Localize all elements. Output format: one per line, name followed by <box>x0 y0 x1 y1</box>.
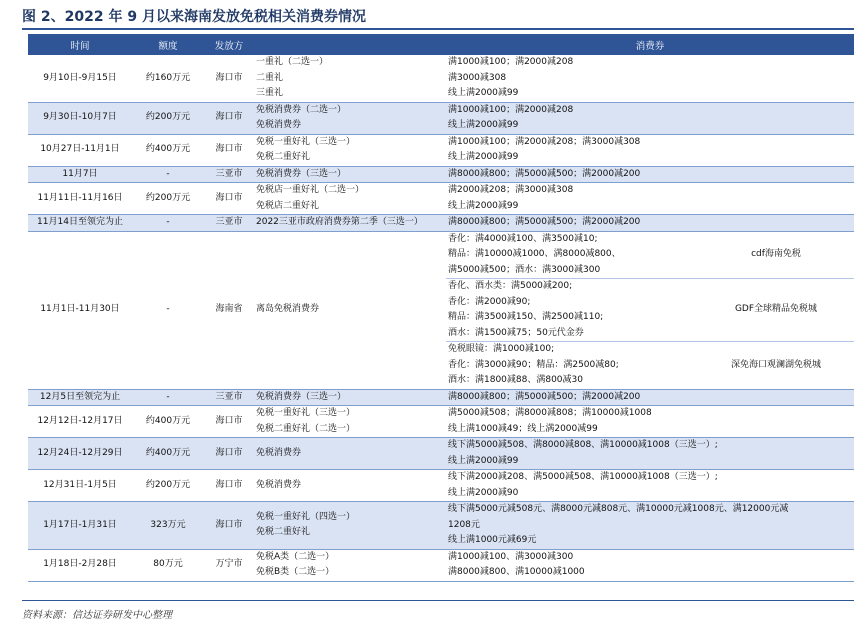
cell-time: 12月24日-12月29日 <box>28 438 132 470</box>
cell-type-line: 免税消费券 <box>256 120 302 130</box>
cell-amount: 80万元 <box>132 549 204 581</box>
cell-amount: 约200万元 <box>132 102 204 134</box>
cell-type-line: 免税A类（二选一） <box>256 551 335 562</box>
cell-coupon <box>446 55 854 102</box>
cell-time: 1月18日-2月28日 <box>28 549 132 581</box>
table-row <box>28 438 854 470</box>
cell-coupon <box>446 438 854 470</box>
cell-amount: 约400万元 <box>132 406 204 438</box>
cell-time: 11月11日-11月16日 <box>28 183 132 215</box>
cell-type <box>254 183 446 215</box>
cell-coupon-segments <box>446 231 854 389</box>
cell-time: 11月14日至领完为止 <box>28 215 132 232</box>
cell-coupon-line: 满8000减800、满10000减1000 <box>448 567 585 577</box>
cell-type <box>254 134 446 166</box>
cell-amount: - <box>132 166 204 183</box>
cell-issuer: 海口市 <box>204 438 254 470</box>
cell-coupon <box>446 166 854 183</box>
store-segment <box>446 232 854 280</box>
table-row <box>28 183 854 215</box>
coupon-line: 香化、酒水类：满5000减200; <box>448 281 573 291</box>
cell-type <box>254 389 446 406</box>
cell-amount: - <box>132 231 204 389</box>
cell-coupon <box>446 470 854 502</box>
cell-coupon-line: 满5000减508；满8000减808；满10000减1008 <box>448 408 652 418</box>
cell-coupon-line: 线上满2000减99 <box>448 455 519 466</box>
cell-issuer: 海口市 <box>204 102 254 134</box>
cell-type-line: 免税消费券（三选一） <box>256 168 347 179</box>
header-coupon: 消费券 <box>446 34 854 55</box>
header-issuer: 发放方 <box>204 34 254 55</box>
cell-type-line: 免税消费券 <box>256 447 302 458</box>
cell-issuer: 三亚市 <box>204 166 254 183</box>
cell-type-line: 免税消费券 <box>256 479 302 490</box>
cell-amount: 约160万元 <box>132 55 204 102</box>
header-blank <box>254 34 446 55</box>
cell-coupon <box>446 183 854 215</box>
cell-type-line: 免税二重好礼 <box>256 152 311 162</box>
cell-coupon-line: 满1000减100；满2000减208 <box>448 57 574 67</box>
coupon-line: 香化：满2000减90; <box>448 296 531 307</box>
table-row <box>28 389 854 406</box>
coupon-line: 酒水：满1500减75；50元代金券 <box>448 327 584 338</box>
cell-coupon-line: 满1000减100、满3000减300 <box>448 551 574 562</box>
cell-type-line: 免税消费券（二选一） <box>256 104 347 115</box>
cell-type: 离岛免税消费券 <box>254 231 446 389</box>
cell-type <box>254 438 446 470</box>
cell-time: 9月10日-9月15日 <box>28 55 132 102</box>
table-row <box>28 215 854 232</box>
cell-time: 11月7日 <box>28 166 132 183</box>
cell-type-line: 免税消费券（三选一） <box>256 391 347 402</box>
cell-amount: 约400万元 <box>132 438 204 470</box>
cell-coupon-line: 线下满5000元减508元、满8000元减808元、满10000元减1008元、满12000元减 <box>448 504 789 514</box>
cell-coupon-line: 线上满2000减99 <box>448 200 519 211</box>
cell-type <box>254 470 446 502</box>
cell-type-line: 一重礼（二选一） <box>256 57 329 67</box>
coupon-line: 精品：满3500减150、满2500减110; <box>448 312 604 322</box>
cell-coupon-line: 线下满5000减508、满8000减808、满10000减1008（三选一）; <box>448 440 718 450</box>
cell-type <box>254 166 446 183</box>
coupon-line: 免税眼镜：满1000减100; <box>448 344 555 354</box>
cell-time: 12月12日-12月17日 <box>28 406 132 438</box>
cell-coupon <box>446 389 854 406</box>
cell-type <box>254 549 446 581</box>
cell-coupon-line: 线上满1000减49；线上满2000减99 <box>448 423 598 434</box>
store-segment <box>446 342 854 389</box>
cell-type-line: 免税一重好礼（四选一） <box>256 511 356 522</box>
figure-title: 图 2、2022 年 9 月以来海南发放免税相关消费券情况 <box>22 9 366 25</box>
cell-amount: 323万元 <box>132 502 204 550</box>
cell-coupon-line: 满3000减308 <box>448 72 507 83</box>
table-row <box>28 134 854 166</box>
store-segment <box>446 279 854 342</box>
cell-type <box>254 55 446 102</box>
cell-issuer: 海口市 <box>204 502 254 550</box>
table-row <box>28 470 854 502</box>
cell-issuer: 海口市 <box>204 470 254 502</box>
cell-issuer: 三亚市 <box>204 215 254 232</box>
cell-coupon-line: 线上满2000减99 <box>448 88 519 98</box>
cell-issuer: 海南省 <box>204 231 254 389</box>
cell-type-line: 免税店一重好礼（二选一） <box>256 185 365 195</box>
cell-amount: 约200万元 <box>132 183 204 215</box>
cell-issuer: 海口市 <box>204 134 254 166</box>
cell-coupon <box>446 134 854 166</box>
coupon-line: 香化：满3000减90；精品：满2500减80; <box>448 359 619 370</box>
cell-coupon-line: 线下满2000减208、满5000减508、满10000减1008（三选一）; <box>448 472 718 482</box>
cell-type-line: 免税二重好礼 <box>256 527 311 538</box>
store-name: cdf海南免税 <box>751 249 801 259</box>
cell-type-line: 免税二重好礼（二选一） <box>256 423 356 434</box>
cell-issuer: 万宁市 <box>204 549 254 581</box>
cell-coupon-line: 满1000减100；满2000减208 <box>448 104 574 115</box>
cell-amount: - <box>132 389 204 406</box>
cell-type-line: 2022三亚市政府消费券第二季（三选一） <box>256 217 423 227</box>
bottom-rule <box>22 600 854 601</box>
coupon-line: 满5000减500；酒水：满3000减300 <box>448 264 601 275</box>
cell-time: 12月31日-1月5日 <box>28 470 132 502</box>
store-name: GDF全球精品免税城 <box>734 304 818 315</box>
coupon-line: 精品：满10000减1000、满8000减800、 <box>448 249 621 259</box>
header-time: 时间 <box>28 34 132 55</box>
cell-coupon <box>446 215 854 232</box>
table-row <box>28 549 854 581</box>
cell-amount: - <box>132 215 204 232</box>
cell-coupon-line: 线上满2000减99 <box>448 152 519 162</box>
cell-time: 1月17日-1月31日 <box>28 502 132 550</box>
cell-type-line: 免税一重好礼（三选一） <box>256 408 356 418</box>
cell-time: 11月1日-11月30日 <box>28 231 132 389</box>
table-row <box>28 102 854 134</box>
cell-coupon-line: 满1000减100；满2000减208；满3000减308 <box>448 136 641 147</box>
cell-coupon-line: 满2000减208；满3000减308 <box>448 185 574 195</box>
coupon-line: 酒水：满1800减88、满800减30 <box>448 375 583 385</box>
coupon-line: 香化：满4000减100、满3500减10; <box>448 233 598 244</box>
cell-type-line: 三重礼 <box>256 88 284 98</box>
table-row <box>28 55 854 102</box>
cell-issuer: 海口市 <box>204 183 254 215</box>
cell-issuer: 三亚市 <box>204 389 254 406</box>
cell-coupon-line: 线上满2000减99 <box>448 120 519 130</box>
cell-type <box>254 102 446 134</box>
cell-coupon-line: 线上满1000元减69元 <box>448 535 537 545</box>
table-row <box>28 406 854 438</box>
cell-coupon-line: 满8000减800；满5000减500；满2000减200 <box>448 217 641 227</box>
cell-coupon-line: 线上满2000减90 <box>448 487 519 498</box>
title-rule <box>22 28 854 30</box>
coupon-table <box>28 34 854 582</box>
cell-type <box>254 502 446 550</box>
cell-type-line: 免税B类（二选一） <box>256 567 335 577</box>
cell-type <box>254 215 446 232</box>
table-header-row <box>28 34 854 55</box>
cell-coupon <box>446 502 854 550</box>
cell-coupon-line: 满8000减800；满5000减500；满2000减200 <box>448 391 641 402</box>
cell-coupon-line: 满8000减800；满5000减500；满2000减200 <box>448 168 641 179</box>
cell-issuer: 海口市 <box>204 406 254 438</box>
cell-amount: 约200万元 <box>132 470 204 502</box>
table-row <box>28 502 854 550</box>
table-row-island <box>28 231 854 389</box>
cell-time: 12月5日至领完为止 <box>28 389 132 406</box>
cell-amount: 约400万元 <box>132 134 204 166</box>
table-body <box>28 55 854 581</box>
table-row <box>28 166 854 183</box>
cell-coupon <box>446 406 854 438</box>
store-name: 深免海口观澜湖免税城 <box>730 359 821 370</box>
cell-type <box>254 406 446 438</box>
cell-coupon-line: 1208元 <box>448 519 480 530</box>
cell-type-line: 二重礼 <box>256 72 284 83</box>
cell-coupon <box>446 549 854 581</box>
cell-type-line: 免税一重好礼（三选一） <box>256 136 356 147</box>
header-amount: 额度 <box>132 34 204 55</box>
cell-time: 10月27日-11月1日 <box>28 134 132 166</box>
source-note: 资料来源：信达证券研发中心整理 <box>22 610 172 621</box>
cell-time: 9月30日-10月7日 <box>28 102 132 134</box>
cell-issuer: 海口市 <box>204 55 254 102</box>
cell-coupon <box>446 102 854 134</box>
cell-type-line: 免税店二重好礼 <box>256 200 320 211</box>
